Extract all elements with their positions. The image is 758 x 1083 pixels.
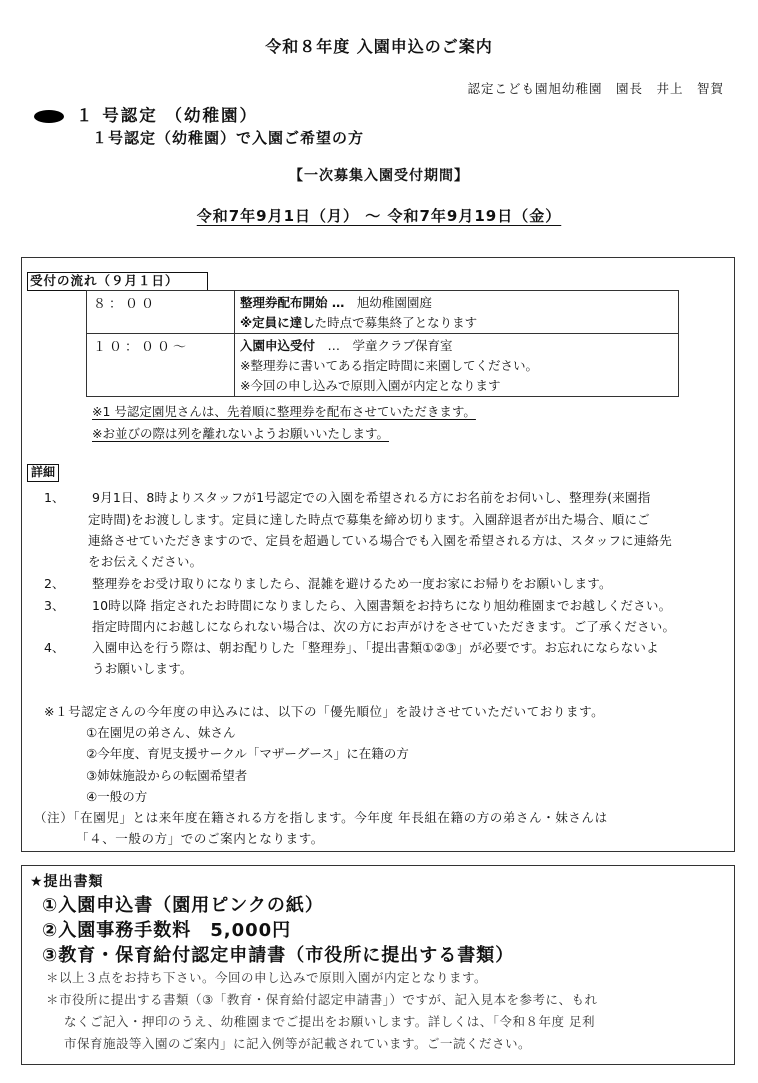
period-heading: 【一次募集入園受付期間】 [289, 168, 469, 184]
priority-item: ③姉妹施設からの転園希望者 [86, 768, 248, 783]
flow-line [240, 313, 678, 333]
detail-number: 2、 [44, 576, 65, 591]
documents-note: ＊市役所に提出する書類（③「教育・保育給付認定申請書」）ですが、記入見本を参考に、もれ [46, 992, 598, 1007]
priority-item: ④一般の方 [86, 789, 148, 804]
detail-line: 入園申込を行う際は、朝お配りした「整理券」、「提出書類①②③」が必要です。お忘れにならないよ [92, 640, 659, 655]
flow-note: ※お並びの際は列を離れないようお願いいたします。 [92, 426, 389, 441]
detail-line: 指定時間内にお越しになられない場合は、次の方にお声がけをさせていただきます。ご了承ください。 [92, 619, 676, 634]
author-line: 認定こども園旭幼稚園 園長 井上 智賀 [467, 81, 724, 96]
flow-desc [235, 291, 679, 334]
period-dates [0, 205, 758, 226]
flow-line-text: 旭幼稚園園庭 [344, 295, 432, 310]
details-label: 詳細 [27, 464, 59, 482]
flow-desc [235, 334, 679, 397]
flow-table [86, 290, 679, 397]
flow-line-text: ※今回の申し込みで原則入園が内定となります [240, 378, 501, 393]
flow-time: １０：００〜 [87, 334, 235, 397]
flow-line [240, 293, 678, 313]
table-row [87, 291, 679, 334]
flow-label: 受付の流れ（９月１日） [27, 272, 208, 291]
documents-note: 市保育施設等入園のご案内」に記入例等が記載されています。ご一読ください。 [64, 1036, 532, 1051]
flow-line-text: … 学童クラブ保育室 [315, 338, 453, 353]
section-heading-text: １ 号認定 （幼稚園） [76, 106, 258, 125]
document-item: ①入園申込書（園用ピンクの紙） [42, 895, 324, 916]
detail-line: をお伝えください。 [88, 554, 203, 569]
detail-line: 整理券をお受け取りになりましたら、混雑を避けるため一度お家にお帰りをお願いします。 [92, 576, 612, 591]
detail-number: 1、 [44, 490, 65, 505]
flow-note: ※1 号認定園児さんは、先着順に整理券を配布させていただきます。 [92, 404, 476, 419]
period-dates-text: 令和7年9月1日（月） 〜 令和7年9月19日（金） [196, 207, 562, 225]
documents-heading: ★提出書類 [30, 874, 104, 890]
section-heading [34, 102, 258, 126]
documents-note: なくご記入・押印のうえ、幼稚園までご提出をお願いします。詳しくは、「令和８年度 足利 [64, 1014, 595, 1029]
priority-item: ①在園児の弟さん、妹さん [86, 725, 236, 740]
bullet-icon [34, 110, 64, 123]
flow-time: ８：００ [87, 291, 235, 334]
detail-line: 定時間)をお渡しします。定員に達した時点で募集を締め切ります。入園辞退者が出た場合、順にご [88, 512, 650, 527]
document-item: ③教育・保育給付認定申請書（市役所に提出する書類） [42, 945, 515, 966]
footnote-line: 「４、一般の方」でのご案内となります。 [76, 831, 324, 846]
flow-line-bold: ※定員に達し [240, 315, 315, 330]
detail-number: 4、 [44, 640, 65, 655]
documents-note: ＊以上３点をお持ち下さい。今回の申し込みで原則入園が内定となります。 [46, 970, 488, 985]
priority-intro: ※１号認定さんの今年度の申込みには、以下の「優先順位」を設けさせていただいております。 [44, 704, 605, 719]
detail-line: 10時以降 指定されたお時間になりましたら、入園書類をお持ちになり旭幼稚園までお越しください。 [92, 598, 672, 613]
flow-line [240, 376, 678, 396]
flow-line-text: た時点で募集終了となります [314, 315, 478, 330]
flow-line-bold: 整理券配布開始 … [240, 295, 345, 310]
page-title: 令和８年度 入園申込のご案内 [265, 37, 493, 56]
table-row [87, 334, 679, 397]
priority-item: ②今年度、育児支援サークル「マザーグース」に在籍の方 [86, 746, 409, 761]
flow-line [240, 356, 678, 376]
detail-number: 3、 [44, 598, 65, 613]
footnote-line: （注）「在園児」とは来年度在籍される方を指します。今年度 年長組在籍の方の弟さん・妹さんは [34, 810, 608, 825]
flow-line-text: ※整理券に書いてある指定時間に来園してください。 [240, 358, 538, 373]
document-item: ②入園事務手数料 5,000円 [42, 920, 292, 941]
flow-line [240, 336, 678, 356]
section-subheading: １号認定（幼稚園）で入園ご希望の方 [92, 129, 365, 147]
detail-line: うお願いします。 [92, 661, 193, 676]
detail-line: 9月1日、8時よりスタッフが1号認定での入園を希望される方にお名前をお伺いし、整理券(来園指 [92, 490, 651, 505]
detail-line: 連絡させていただきますので、定員を超過している場合でも入園を希望される方は、スタッフに連絡先 [88, 533, 672, 548]
flow-line-bold: 入園申込受付 [240, 338, 316, 353]
